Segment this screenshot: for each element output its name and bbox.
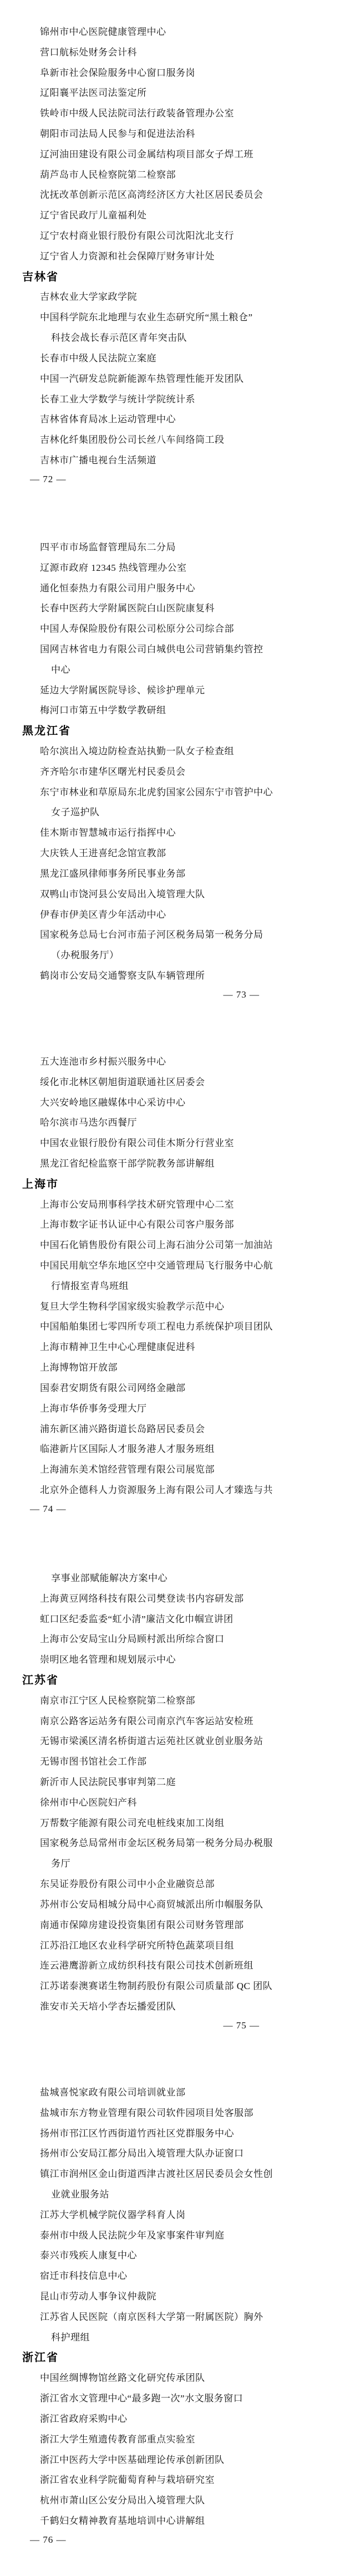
org-entry: 绥化市北林区朝旭街道联通社区居委会 — [40, 1076, 205, 1087]
org-entry: 吉林省体育局冰上运动管理中心 — [40, 414, 176, 425]
org-entry: 南京公路客运站务有限公司南京汽车客运站安检班 — [40, 1715, 253, 1726]
org-entry: 苏州市公安局相城分局中心商贸城派出所巾帼服务队 — [40, 1899, 263, 1910]
org-entry: 阜新市社会保险服务中心窗口服务岗 — [40, 67, 195, 78]
org-entry: 临港新片区国际人才服务港人才服务班组 — [40, 1444, 215, 1455]
org-entry: 中国石化销售股份有限公司上海石油分公司第一加油站 — [40, 1240, 273, 1251]
page-number: — 73 — — [223, 989, 260, 1000]
org-entry: 江苏省人民医院（南京医科大学第一附属医院）胸外 — [40, 2311, 263, 2322]
org-entry: 辽宁省民政厅儿童福利处 — [40, 210, 147, 221]
org-entry: 浦东新区浦兴路街道长岛路居民委员会 — [40, 1423, 205, 1434]
org-entry: 辽阳襄平法医司法鉴定所 — [40, 88, 147, 99]
org-entry: 长春市中级人民法院立案庭 — [40, 352, 156, 364]
org-entry: 扬州市公安局江都分局出入境管理大队办证窗口 — [40, 2148, 244, 2159]
org-entry: 北京外企德科人力资源服务上海有限公司人才臻选与共 — [40, 1484, 273, 1495]
org-entry: 上海黄豆网络科技有限公司樊登读书内容研发部 — [40, 1593, 244, 1604]
org-entry: 伊春市伊美区青少年活动中心 — [40, 909, 166, 920]
org-entry: 国家税务总局常州市金坛区税务局第一税务分局办税服 — [40, 1838, 273, 1849]
org-entry-continuation: 享事业部赋能解决方案中心 — [51, 1572, 168, 1583]
org-entry: 四平市市场监督管理局东二分局 — [40, 541, 176, 553]
org-entry: 上海市华侨事务受理大厅 — [40, 1403, 147, 1414]
org-entry: 通化恒泰热力有限公司用户服务中心 — [40, 582, 195, 594]
org-entry: 吉林农业大学家政学院 — [40, 292, 137, 303]
org-entry: 长春工业大学数学与统计学院统计系 — [40, 393, 195, 405]
org-entry: 东吴证券股份有限公司中小企业融资总部 — [40, 1879, 215, 1890]
org-entry: 连云港鹰游新立成纺织科技有限公司技术创新班组 — [40, 1960, 253, 1971]
org-entry: 辽源市政府 12345 热线管理办公室 — [40, 562, 187, 573]
org-entry: 国泰君安期货有限公司网络金融部 — [40, 1382, 186, 1393]
org-entry: 南通市保障房建设投资集团有限公司财务管理部 — [40, 1919, 244, 1930]
org-entry: 国网吉林省电力有限公司白城供电公司营销集约管控 — [40, 643, 263, 655]
org-entry: 中国人寿保险股份有限公司松原分公司综合部 — [40, 623, 234, 635]
org-entry: 盐城喜悦家政有限公司培训就业部 — [40, 2087, 186, 2098]
org-entry: 梅河口市第五中学数学教研组 — [40, 705, 166, 716]
org-entry: 沈抚改革创新示范区高湾经济区方大社区居民委员会 — [40, 190, 263, 201]
org-entry: 泰兴市残疾人康复中心 — [40, 2250, 137, 2261]
org-entry: 中国丝绸博物馆丝路文化研究传承团队 — [40, 2373, 205, 2384]
org-entry: 上海市公安局刑事科学技术研究管理中心二室 — [40, 1199, 234, 1210]
org-entry: 崇明区地名管理和规划展示中心 — [40, 1654, 176, 1665]
org-entry: 齐齐哈尔市建华区曙光村民委员会 — [40, 766, 186, 777]
org-entry: 浙江大学生殖遗传教育部重点实验室 — [40, 2434, 195, 2445]
org-entry: 杭州市萧山区公安分局出入境管理大队 — [40, 2495, 205, 2506]
org-entry: 佳木斯市智慧城市运行指挥中心 — [40, 827, 176, 839]
province-header: 江苏省 — [22, 1674, 59, 1686]
org-entry: 五大连池市乡村振兴服务中心 — [40, 1056, 166, 1067]
org-entry: 黑龙江盛夙律师事务所民事业务部 — [40, 868, 186, 879]
org-entry: 哈尔滨出入境边防检查站执勤一队女子检查组 — [40, 746, 234, 757]
org-entry: 虹口区纪委监委“虹小清”廉洁文化巾帼宣讲团 — [40, 1613, 234, 1624]
org-entry: 江苏大学机械学院仪器学科育人岗 — [40, 2209, 186, 2220]
org-entry: 辽河油田建设有限公司金属结构项目部女子焊工班 — [40, 149, 253, 160]
org-entry: 上海市数字证书认证中心有限公司客户服务部 — [40, 1219, 234, 1230]
org-entry: 铁岭市中级人民法院司法行政装备管理办公室 — [40, 108, 234, 119]
org-entry: 万帮数字能源有限公司充电桩线束加工岗组 — [40, 1817, 225, 1828]
org-entry: 大庆铁人王进喜纪念馆宣教部 — [40, 848, 166, 859]
org-entry: 上海博物馆开放部 — [40, 1362, 118, 1373]
org-entry-continuation: 中心 — [51, 664, 70, 675]
province-header: 浙江省 — [22, 2352, 59, 2364]
org-entry: 千鹤妇女精神教育基地培训中心讲解组 — [40, 2515, 205, 2526]
province-header: 吉林省 — [22, 270, 59, 283]
org-entry: 吉林化纤集团股份公司长丝八车间络筒工段 — [40, 435, 225, 446]
page-76 — [0, 2081, 355, 2551]
org-entry: 黑龙江省纪检监察干部学院教务部讲解组 — [40, 1158, 215, 1169]
org-entry: 锦州市中心医院健康管理中心 — [40, 26, 166, 37]
org-entry: 延边大学附属医院导诊、候诊护理单元 — [40, 684, 205, 696]
org-entry: 浙江中医药大学中医基础理论传承创新团队 — [40, 2454, 225, 2465]
page-number: — 76 — — [30, 2534, 67, 2546]
org-entry: 淮安市关天培小学杏坛播爱团队 — [40, 2001, 176, 2012]
org-entry: 浙江省政府采购中心 — [40, 2413, 128, 2424]
org-entry: 中国民用航空华东地区空中交通管理局飞行服务中心航 — [40, 1260, 273, 1271]
org-entry: 中国科学院东北地理与农业生态研究所“黑土粮仓” — [40, 312, 253, 323]
org-entry: 长春中医药大学附属医院白山医院康复科 — [40, 603, 215, 614]
org-entry: 无锡市图书馆社会工作部 — [40, 1756, 147, 1767]
org-entry: 盐城市东方物业管理有限公司软件园项目处客服部 — [40, 2107, 253, 2118]
org-entry: 镇江市润州区金山街道西津古渡社区居民委员会女性创 — [40, 2169, 273, 2180]
org-entry: 中国船舶集团七零四所专项工程电力系统保护项目团队 — [40, 1321, 273, 1332]
page-73 — [0, 536, 355, 1005]
org-entry: 浙江省农业科学院葡萄育种与栽培研究室 — [40, 2475, 215, 2486]
org-entry: 吉林市广播电视台生活频道 — [40, 454, 156, 466]
org-entry-continuation: 科技会战长春示范区青年突击队 — [51, 333, 187, 344]
org-entry: 江苏沿江地区农业科学研究所特色蔬菜项目组 — [40, 1940, 234, 1951]
page-74 — [0, 1050, 355, 1520]
org-entry: 上海浦东美术馆经营管理有限公司展览部 — [40, 1464, 215, 1475]
org-entry: 徐州市中心医院妇产科 — [40, 1797, 137, 1808]
org-entry-continuation: 业就业服务站 — [51, 2189, 109, 2200]
org-entry: 辽宁农村商业银行股份有限公司沈阳沈北支行 — [40, 231, 234, 242]
org-entry: 辽宁省人力资源和社会保障厅财务审计处 — [40, 251, 215, 262]
org-entry: 中国一汽研发总院新能源车热管理性能开发团队 — [40, 373, 244, 384]
org-entry: 葫芦岛市人民检察院第二检察部 — [40, 169, 176, 180]
org-entry: 双鸭山市饶河县公安局出入境管理大队 — [40, 888, 205, 899]
org-entry: 哈尔滨市马迭尔西餐厅 — [40, 1117, 137, 1128]
page-number: — 72 — — [30, 474, 67, 485]
province-header: 上海市 — [22, 1178, 59, 1190]
org-entry: 鹤岗市公安局交通警察支队车辆管理所 — [40, 970, 205, 981]
org-entry-continuation: （办税服务厅） — [51, 950, 119, 961]
org-entry: 南京市江宁区人民检察院第二检察部 — [40, 1695, 195, 1706]
org-entry: 江苏诺泰澳赛诺生物制药股份有限公司质量部 QC 团队 — [40, 1981, 273, 1992]
org-entry: 大兴安岭地区融媒体中心采访中心 — [40, 1097, 186, 1108]
org-entry: 昆山市劳动人事争议仲裁院 — [40, 2291, 156, 2302]
org-entry: 泰州市中级人民法院少年及家事案件审判庭 — [40, 2230, 225, 2241]
org-entry: 营口航标处财务会计科 — [40, 47, 137, 58]
org-entry: 中国农业银行股份有限公司佳木斯分行营业室 — [40, 1138, 234, 1149]
org-entry: 东宁市林业和草原局东北虎豹国家公园东宁市管护中心 — [40, 786, 273, 798]
org-entry-continuation: 务厅 — [51, 1858, 70, 1869]
org-entry: 浙江省水文管理中心“最多跑一次”水文服务窗口 — [40, 2393, 244, 2404]
org-entry: 宿迁市科技信息中心 — [40, 2271, 128, 2282]
org-entry: 复旦大学生物科学国家级实验教学示范中心 — [40, 1301, 225, 1312]
org-entry-continuation: 女子巡护队 — [51, 807, 100, 818]
org-entry: 上海市公安局宝山分局顾村派出所综合窗口 — [40, 1634, 225, 1645]
page-number: — 74 — — [30, 1504, 67, 1515]
page-number: — 75 — — [223, 2020, 260, 2031]
org-entry: 扬州市邗江区竹西街道竹西社区党群服务中心 — [40, 2128, 234, 2139]
org-entry: 新沂市人民法院民事审判第二庭 — [40, 1777, 176, 1788]
page-72 — [0, 21, 355, 490]
org-entry: 国家税务总局七台河市茄子河区税务局第一税务分局 — [40, 929, 263, 941]
page-75 — [0, 1567, 355, 2036]
org-entry: 朝阳市司法局人民参与和促进法治科 — [40, 128, 195, 139]
org-entry-continuation: 科护理组 — [51, 2332, 90, 2343]
org-entry: 上海市精神卫生中心心理健康促进科 — [40, 1342, 195, 1353]
org-entry-continuation: 行情报室青鸟班组 — [51, 1280, 129, 1291]
org-entry: 无锡市梁溪区清名桥街道古运苑社区就业创业服务站 — [40, 1736, 263, 1747]
province-header: 黑龙江省 — [22, 725, 71, 738]
